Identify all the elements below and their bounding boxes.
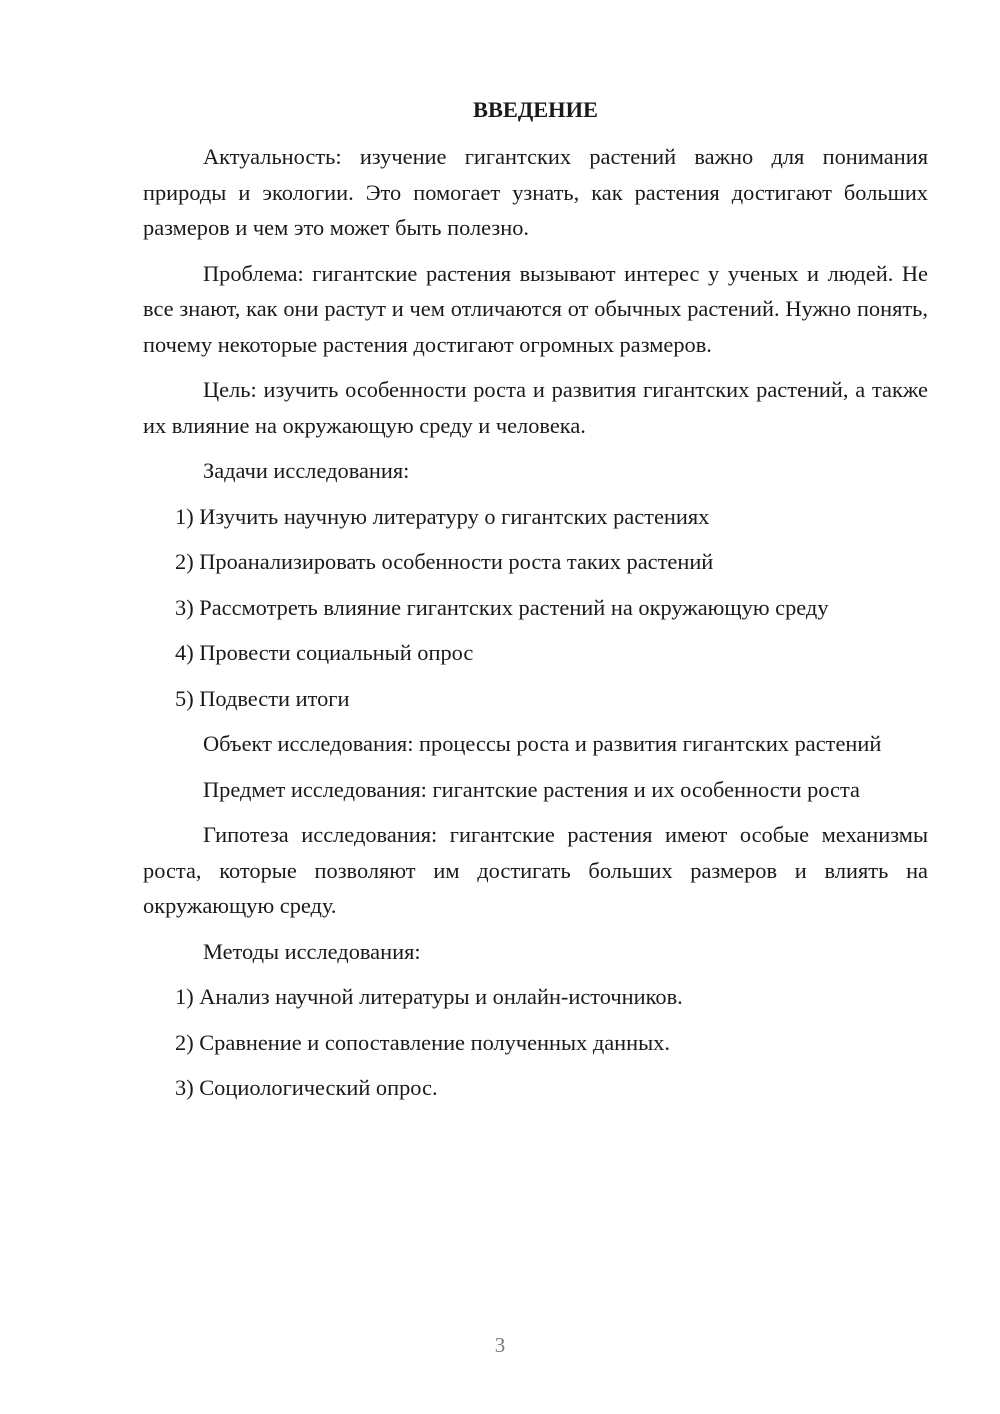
list-item: 1) Изучить научную литературу о гигантских растениях xyxy=(175,503,710,529)
problem-paragraph: Проблема: гигантские растения вызывают интерес у ученых и людей. Не все знают, как они растут и чем отличаются от обычных растений. Нужно понять, почему некоторые растения достигают огромных размеров. xyxy=(143,260,928,357)
list-item: 1) Анализ научной литературы и онлайн-источников. xyxy=(175,984,683,1009)
object-paragraph: Объект исследования: процессы роста и развития гигантских растений xyxy=(203,731,882,756)
hypothesis-paragraph: Гипотеза исследования: гигантские растения имеют особые механизмы роста, которые позволяют им достигать больших размеров и влиять на окружающую среду. xyxy=(143,822,928,918)
list-item: 2) Сравнение и сопоставление полученных данных. xyxy=(175,1029,670,1055)
section-title: ВВЕДЕНИЕ xyxy=(473,97,598,122)
methods-heading: Методы исследования: xyxy=(203,938,421,964)
subject-paragraph: Предмет исследования: гигантские растения и их особенности роста xyxy=(203,776,860,802)
tasks-heading: Задачи исследования: xyxy=(203,458,410,483)
list-item: 3) Рассмотреть влияние гигантских растений на окружающую среду xyxy=(175,594,829,620)
tasks-list xyxy=(143,499,928,717)
list-item: 4) Провести социальный опрос xyxy=(175,640,474,665)
methods-list xyxy=(143,979,928,1106)
list-item: 5) Подвести итоги xyxy=(175,685,350,711)
goal-paragraph: Цель: изучить особенности роста и развития гигантских растений, а также их влияние на окружающую среду и человека. xyxy=(143,377,928,438)
document-page xyxy=(143,92,928,1116)
page-number: 3 xyxy=(494,1333,506,1357)
list-item: 2) Проанализировать особенности роста таких растений xyxy=(175,549,714,574)
list-item: 3) Социологический опрос. xyxy=(175,1075,438,1100)
relevance-paragraph: Актуальность: изучение гигантских растений важно для понимания природы и экологии. Это помогает узнать, как растения достигают больших размеров и чем это может быть полезно. xyxy=(143,144,928,240)
